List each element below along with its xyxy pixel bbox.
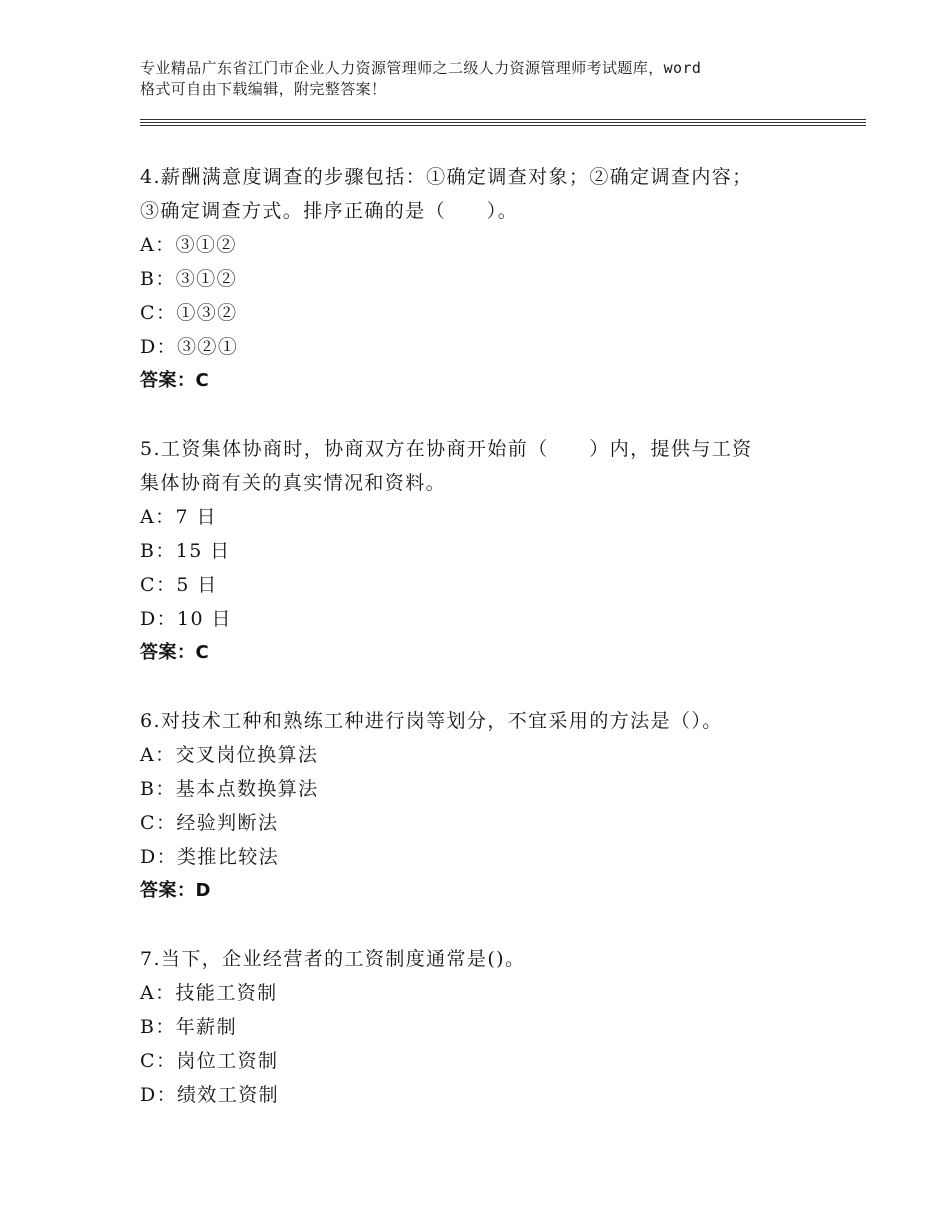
question-5 — [140, 432, 840, 670]
question-stem-line: 4.薪酬满意度调查的步骤包括：①确定调查对象；②确定调查内容； — [140, 166, 753, 188]
header-divider-middle — [140, 122, 866, 123]
option-c: C：①③② — [140, 302, 238, 324]
question-stem-line: ③确定调查方式。排序正确的是（ ）。 — [140, 200, 519, 222]
option-a: A：7 日 — [140, 506, 217, 528]
question-stem-line: 5.工资集体协商时，协商双方在协商开始前（ ）内，提供与工资 — [140, 438, 753, 460]
document-header — [140, 58, 840, 100]
option-d: D：10 日 — [140, 608, 232, 630]
header-line-1: 专业精品广东省江门市企业人力资源管理师之二级人力资源管理师考试题库，word — [140, 59, 702, 77]
option-a: A：③①② — [140, 234, 237, 256]
option-d: D：③②① — [140, 336, 239, 358]
option-b: B：15 日 — [140, 540, 231, 562]
question-stem — [140, 942, 840, 976]
option-d: D：类推比较法 — [140, 846, 280, 868]
question-6 — [140, 704, 840, 908]
option-b: B：年薪制 — [140, 1016, 237, 1038]
answer-label: 答案：C — [140, 642, 210, 663]
header-divider-bottom — [140, 125, 866, 126]
question-spacer — [140, 908, 840, 942]
question-list — [140, 160, 840, 1112]
option-c: C：5 日 — [140, 574, 218, 596]
option-b: B：基本点数换算法 — [140, 778, 319, 800]
question-stem — [140, 160, 840, 228]
question-4 — [140, 160, 840, 398]
question-spacer — [140, 670, 840, 704]
question-stem-line: 6.对技术工种和熟练工种进行岗等划分，不宜采用的方法是（）。 — [140, 710, 723, 732]
question-stem — [140, 432, 840, 500]
option-b: B：③①② — [140, 268, 237, 290]
question-7 — [140, 942, 840, 1112]
header-divider-top — [140, 119, 866, 120]
option-c: C：经验判断法 — [140, 812, 279, 834]
option-c: C：岗位工资制 — [140, 1050, 279, 1072]
question-stem-line: 7.当下，企业经营者的工资制度通常是()。 — [140, 948, 526, 970]
question-spacer — [140, 398, 840, 432]
answer-label: 答案：D — [140, 880, 211, 901]
question-stem-line: 集体协商有关的真实情况和资料。 — [140, 472, 447, 494]
option-a: A：技能工资制 — [140, 982, 278, 1004]
question-stem — [140, 704, 840, 738]
header-line-2: 格式可自由下载编辑，附完整答案！ — [140, 80, 387, 98]
answer-label: 答案：C — [140, 370, 210, 391]
option-a: A：交叉岗位换算法 — [140, 744, 319, 766]
option-d: D：绩效工资制 — [140, 1084, 280, 1106]
